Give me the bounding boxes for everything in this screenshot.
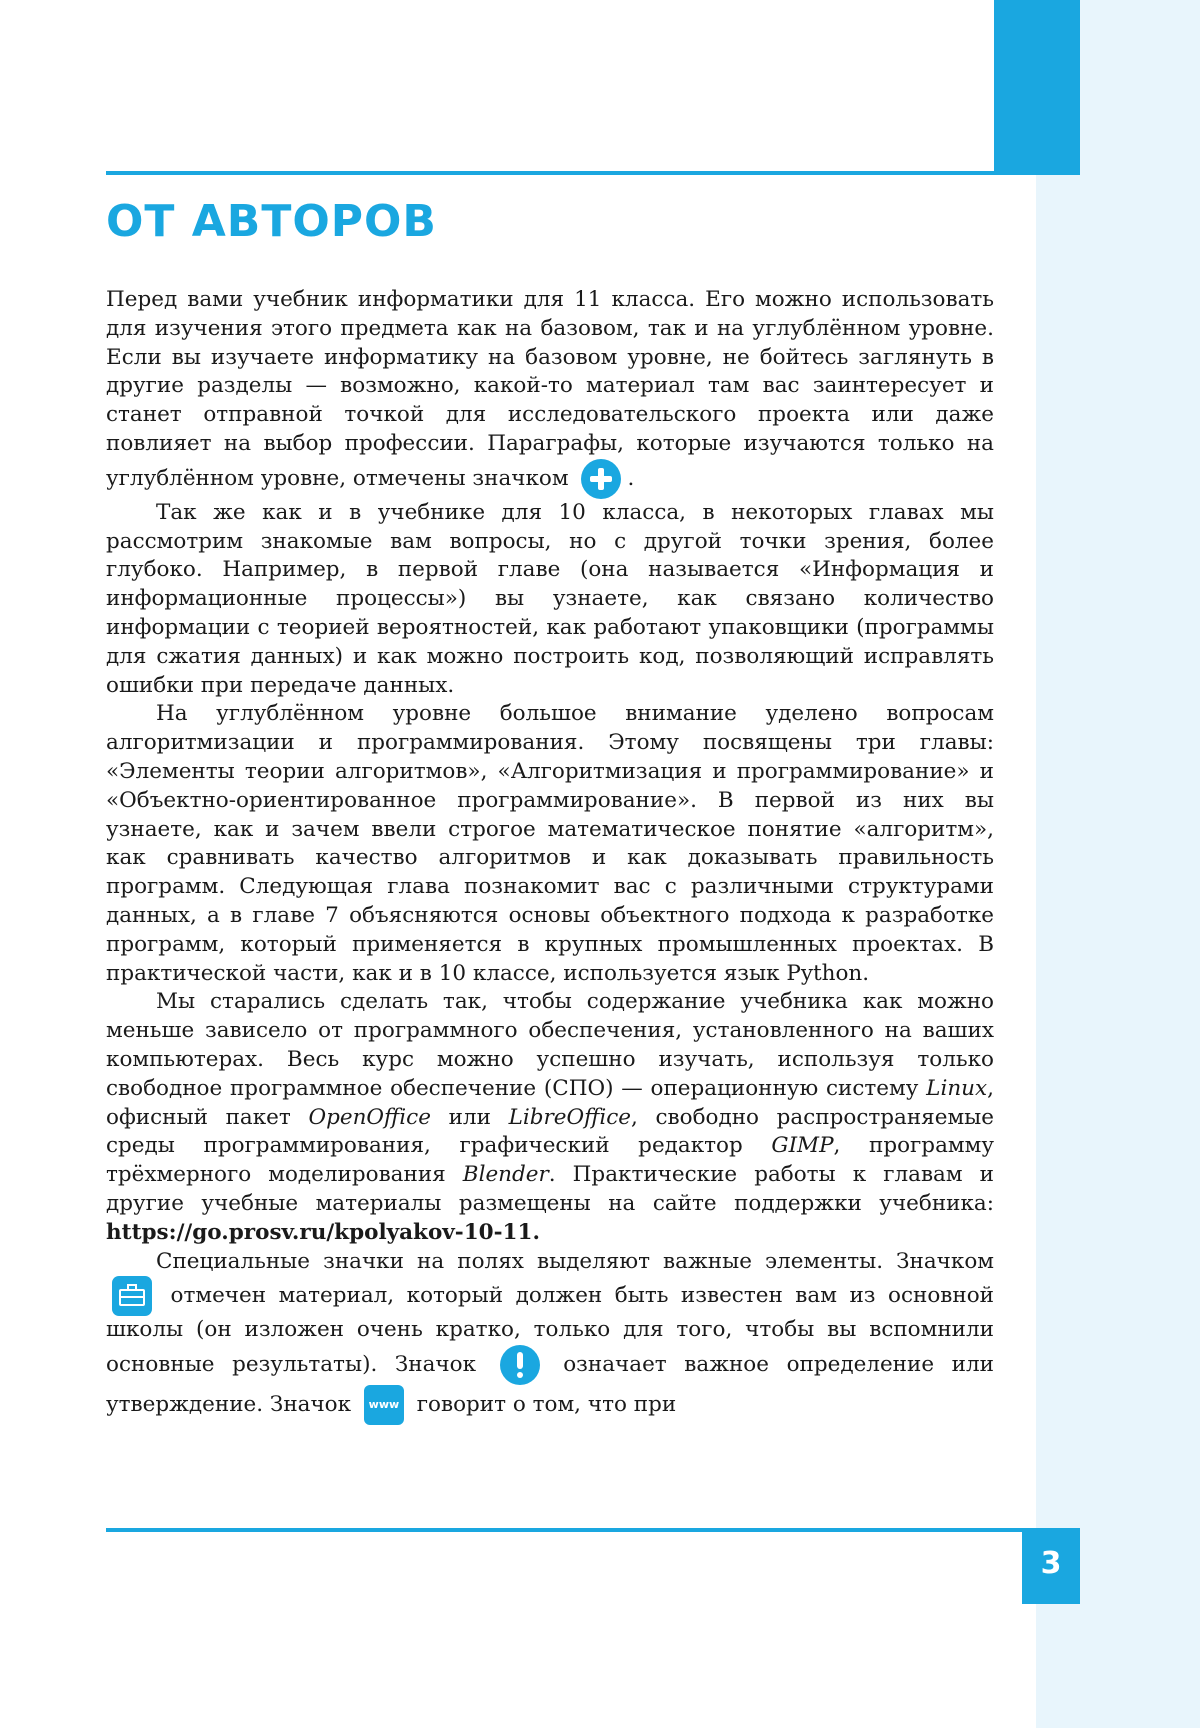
- side-margin-strip: [1036, 0, 1200, 1728]
- paragraph-4: Мы старались сделать так, чтобы содержание учебника как можно меньше зависело от программного обеспечения, установленного на ваших компьютерах. Весь курс можно успешно изучать, используя только свободное программное обеспечение (СПО) — операционную систему Linux, офисный пакет OpenOffice или LibreOffice, свободно распространяемые среды программирования, графический редактор GIMP, программу трёхмерного моделирования Blender. Практические работы к главам и другие учебные материалы размещены на сайте поддержки учебника: https://go.prosv.ru/kpolyakov-10-11.: [106, 989, 995, 1245]
- www-icon: www: [364, 1385, 404, 1425]
- exclamation-icon: [500, 1345, 540, 1385]
- plus-circle-icon: [581, 459, 621, 499]
- paragraph-3: На углублённом уровне большое внимание уделено вопросам алгоритмизации и программирования. Этому посвящены три главы: «Элементы теории алгоритмов», «Алгоритмизация и программирование» и «Объектно-ориентированное программирование». В первой из них вы узнаете, как и зачем ввели строгое математическое понятие «алгоритм», как сравнивать качество алгоритмов и как доказывать правильность программ. Следующая глава познакомит вас с различными структурами данных, а в главе 7 объясняются основы объектного подхода к разработке программ, который применяется в крупных промышленных проектах. В практической части, как и в 10 классе, используется язык Python.: [106, 701, 994, 986]
- term-gimp: GIMP: [771, 1133, 834, 1159]
- bottom-divider: [106, 1528, 1080, 1532]
- body-text: [106, 286, 994, 1425]
- term-libreoffice: LibreOffice: [508, 1104, 632, 1130]
- paragraph-5: Специальные значки на полях выделяют важные элементы. Значком отмечен материал, который должен быть известен вам из основной школы (он изложен очень кратко, только для того, чтобы вы вспомнили основные результаты). Значок означает важное определение или утверждение. Значок www говорит о том, что при: [106, 1248, 994, 1426]
- briefcase-icon: [112, 1276, 152, 1316]
- term-linux: Linux: [926, 1075, 988, 1101]
- top-divider: [106, 171, 1080, 175]
- page-number: 3: [1022, 1528, 1080, 1604]
- term-blender: Blender: [462, 1162, 549, 1188]
- page-title: ОТ АВТОРОВ: [106, 196, 437, 247]
- paragraph-1: Перед вами учебник информатики для 11 класса. Его можно использовать для изучения этого предмета как на базовом, так и на углублённом уровне. Если вы изучаете информатику на базовом уровне, не бойтесь заглянуть в другие разделы — возможно, какой-то материал там вас заинтересует и станет отправной точкой для исследовательского проекта или даже повлияет на выбор профессии. Параграфы, которые изучаются только на углублённом уровне, отмечены значком .: [106, 286, 994, 499]
- paragraph-2: Так же как и в учебнике для 10 класса, в некоторых главах мы рассмотрим знакомые вам вопросы, но с другой точки зрения, более глубоко. Например, в первой главе (она называется «Информация и информационные процессы») вы узнаете, как связано количество информации с теорией вероятностей, как работают упаковщики (программы для сжатия данных) и как можно построить код, позволяющий исправлять ошибки при передаче данных.: [106, 499, 994, 698]
- term-openoffice: OpenOffice: [308, 1104, 431, 1130]
- support-site-link[interactable]: https://go.prosv.ru/kpolyakov-10-11: [106, 1219, 533, 1245]
- top-corner-tab: [994, 0, 1080, 174]
